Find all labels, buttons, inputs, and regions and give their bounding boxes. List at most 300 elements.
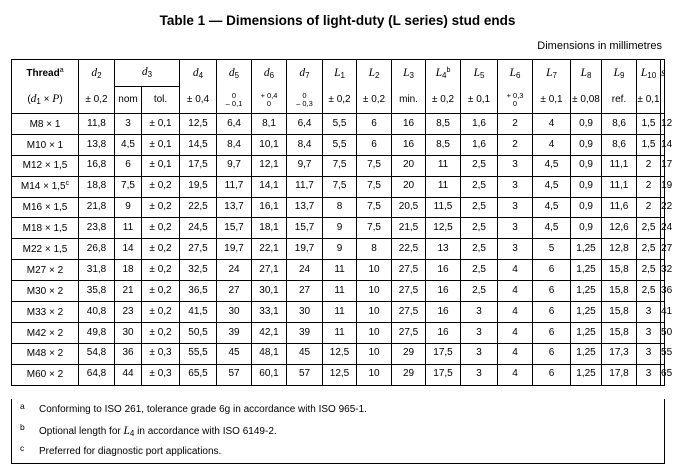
header-L3: $L_3$ [392, 60, 426, 87]
table-row [12, 218, 665, 239]
footnote-b-mark: b [20, 422, 25, 432]
cell-L6: 2 [498, 114, 533, 135]
cell-L10: 2,5 [637, 281, 661, 302]
header-L6: $L_6$ [498, 60, 533, 87]
thread-value: M48 × 2 [26, 348, 64, 360]
cell-d5: 6,4 [217, 114, 252, 135]
cell-tol: ± 0,2 [142, 302, 180, 323]
cell-L1: 11 [323, 281, 357, 302]
cell-tol: ± 0,1 [142, 114, 180, 135]
cell-L4: 16 [426, 302, 461, 323]
cell-d5: 8,4 [217, 134, 252, 155]
cell-d2: 64,8 [79, 364, 115, 385]
cell-L10: 3 [637, 322, 661, 343]
cell-L2: 10 [357, 302, 392, 323]
cell-L8: 0,9 [571, 155, 602, 176]
cell-L9: 15,8 [602, 302, 637, 323]
cell-L10: 3 [637, 343, 661, 364]
cell-d4: 55,5 [180, 343, 217, 364]
footnote-b [12, 420, 664, 442]
cell-L6: 3 [498, 197, 533, 218]
cell-d3: 21 [115, 281, 142, 302]
cell-d2: 11,8 [79, 114, 115, 135]
cell-d6: 22,1 [252, 239, 287, 260]
cell-d3: 7,5 [115, 176, 142, 197]
table-row [12, 260, 665, 281]
header-d6: $d_6$ [252, 60, 287, 87]
thread-value: M10 × 1 [26, 139, 64, 151]
cell-tol: ± 0,2 [142, 322, 180, 343]
cell-L5: 2,5 [461, 281, 498, 302]
thread-footnote-mark: a [59, 67, 64, 74]
cell-L4: 16 [426, 281, 461, 302]
cell-L10: 2,5 [637, 260, 661, 281]
cell-L3: 22,5 [392, 239, 426, 260]
footnotes-box [11, 399, 665, 464]
header-L4: $L_4^b$ [426, 60, 461, 87]
cell-d6: 12,1 [252, 155, 287, 176]
cell-L8: 1,25 [571, 302, 602, 323]
tol-d3-tol: tol. [142, 87, 180, 114]
cell-L3: 20 [392, 155, 426, 176]
cell-thread [12, 114, 79, 135]
cell-L10: 3 [637, 302, 661, 323]
tol-d5 [217, 87, 252, 114]
cell-d6: 14,1 [252, 176, 287, 197]
tol-L6-lower: 0 [512, 98, 518, 108]
cell-L2: 7,5 [357, 218, 392, 239]
cell-d3: 14 [115, 239, 142, 260]
cell-d4: 12,5 [180, 114, 217, 135]
cell-s: 27 [661, 239, 665, 260]
footnote-b-var: L [123, 425, 130, 437]
cell-L3: 27,5 [392, 260, 426, 281]
cell-L9: 15,8 [602, 281, 637, 302]
cell-L4: 8,5 [426, 114, 461, 135]
cell-L8: 0,9 [571, 197, 602, 218]
cell-L6: 3 [498, 176, 533, 197]
cell-L7: 4 [533, 134, 571, 155]
cell-L6: 2 [498, 134, 533, 155]
cell-L2: 10 [357, 260, 392, 281]
cell-tol: ± 0,2 [142, 218, 180, 239]
cell-L1: 11 [323, 322, 357, 343]
cell-L7: 6 [533, 322, 571, 343]
cell-d2: 13,8 [79, 134, 115, 155]
header-s: s [661, 60, 665, 87]
dimensions-table [11, 59, 673, 386]
tol-d5-lower: – 0,1 [225, 98, 243, 108]
thread-footnote-mark: c [65, 180, 70, 188]
cell-d5: 13,7 [217, 197, 252, 218]
header-thread-sub: $(d_1 \times P)$ [12, 87, 79, 114]
cell-L3: 20 [392, 176, 426, 197]
cell-L7: 4,5 [533, 197, 571, 218]
cell-L10: 3 [637, 364, 661, 385]
cell-L8: 0,9 [571, 114, 602, 135]
cell-d5: 11,7 [217, 176, 252, 197]
cell-thread [12, 134, 79, 155]
thread-value: M27 × 2 [26, 264, 64, 276]
cell-L9: 8,6 [602, 134, 637, 155]
cell-d3: 23 [115, 302, 142, 323]
cell-d3: 44 [115, 364, 142, 385]
cell-d7: 9,7 [287, 155, 323, 176]
cell-L2: 6 [357, 114, 392, 135]
tol-d7-lower: – 0,3 [296, 98, 313, 108]
cell-L9: 17,3 [602, 343, 637, 364]
header-L7: $L_7$ [533, 60, 571, 87]
footnote-a [12, 399, 664, 421]
cell-d3: 18 [115, 260, 142, 281]
cell-d7: 15,7 [287, 218, 323, 239]
footnote-b-var-sub: 4 [129, 429, 135, 438]
cell-tol: ± 0,1 [142, 134, 180, 155]
cell-tol: ± 0,1 [142, 155, 180, 176]
thread-value: M14 × 1,5 [20, 181, 66, 193]
cell-L5: 3 [461, 322, 498, 343]
header-L8: $L_8$ [571, 60, 602, 87]
cell-tol: ± 0,2 [142, 260, 180, 281]
cell-L4: 17,5 [426, 364, 461, 385]
cell-L8: 1,25 [571, 260, 602, 281]
cell-L3: 16 [392, 134, 426, 155]
cell-thread [12, 239, 79, 260]
cell-d7: 24 [287, 260, 323, 281]
cell-L3: 27,5 [392, 302, 426, 323]
cell-L2: 10 [357, 343, 392, 364]
cell-L3: 27,5 [392, 281, 426, 302]
cell-L1: 11 [323, 260, 357, 281]
cell-L7: 4,5 [533, 218, 571, 239]
table-row [12, 176, 665, 197]
thread-value: M60 × 2 [26, 369, 64, 381]
cell-L8: 1,25 [571, 343, 602, 364]
cell-L1: 12,5 [323, 364, 357, 385]
thread-value: M8 × 1 [29, 118, 61, 130]
cell-s: 55 [661, 343, 665, 364]
cell-L4: 16 [426, 260, 461, 281]
cell-d6: 8,1 [252, 114, 287, 135]
table-row [12, 134, 665, 155]
cell-tol: ± 0,3 [142, 364, 180, 385]
cell-L10: 1,5 [637, 114, 661, 135]
cell-L5: 2,5 [461, 218, 498, 239]
cell-d4: 32,5 [180, 260, 217, 281]
cell-L5: 3 [461, 364, 498, 385]
cell-L9: 11,1 [602, 176, 637, 197]
footnote-b-text-after: in accordance with ISO 6149-2. [134, 426, 277, 437]
cell-L10: 2,5 [637, 218, 661, 239]
cell-L1: 11 [323, 302, 357, 323]
cell-d5: 19,7 [217, 239, 252, 260]
cell-L9: 11,6 [602, 197, 637, 218]
cell-L10: 1,5 [637, 134, 661, 155]
cell-L4: 11,5 [426, 197, 461, 218]
tol-d5-upper: 0 [231, 90, 237, 100]
cell-L4: 8,5 [426, 134, 461, 155]
cell-L2: 8 [357, 239, 392, 260]
cell-tol: ± 0,3 [142, 343, 180, 364]
header-L2: $L_2$ [357, 60, 392, 87]
table-row [12, 239, 665, 260]
cell-d5: 30 [217, 302, 252, 323]
cell-s: 12 [661, 114, 665, 135]
cell-d6: 30,1 [252, 281, 287, 302]
cell-L6: 4 [498, 302, 533, 323]
cell-d5: 27 [217, 281, 252, 302]
cell-d3: 9 [115, 197, 142, 218]
cell-L6: 4 [498, 343, 533, 364]
cell-L8: 1,25 [571, 281, 602, 302]
tol-L10: ± 0,1 [637, 87, 661, 114]
cell-s: 19 [661, 176, 665, 197]
cell-d7: 11,7 [287, 176, 323, 197]
cell-d4: 36,5 [180, 281, 217, 302]
cell-d4: 24,5 [180, 218, 217, 239]
cell-L9: 17,8 [602, 364, 637, 385]
tol-L9: ref. [602, 87, 637, 114]
footnote-b-text [39, 425, 277, 438]
footnote-a-mark: a [20, 401, 25, 411]
tol-d6-lower: 0 [266, 98, 272, 108]
cell-s: 41 [661, 302, 665, 323]
cell-s: 65 [661, 364, 665, 385]
cell-d4: 17,5 [180, 155, 217, 176]
header-thread [12, 60, 79, 87]
tol-d7 [287, 87, 323, 114]
cell-tol: ± 0,2 [142, 239, 180, 260]
cell-d4: 19,5 [180, 176, 217, 197]
cell-d7: 57 [287, 364, 323, 385]
cell-thread [12, 343, 79, 364]
cell-L7: 6 [533, 364, 571, 385]
cell-L8: 0,9 [571, 176, 602, 197]
cell-L7: 6 [533, 281, 571, 302]
table-row [12, 343, 665, 364]
cell-L7: 6 [533, 302, 571, 323]
table-row [12, 197, 665, 218]
cell-d6: 60,1 [252, 364, 287, 385]
tol-L4: ± 0,2 [426, 87, 461, 114]
cell-d5: 24 [217, 260, 252, 281]
cell-d5: 45 [217, 343, 252, 364]
cell-d2: 23,8 [79, 218, 115, 239]
thread-value: M16 × 1,5 [22, 202, 68, 214]
cell-d6: 16,1 [252, 197, 287, 218]
cell-d4: 50,5 [180, 322, 217, 343]
cell-d7: 30 [287, 302, 323, 323]
cell-L6: 3 [498, 155, 533, 176]
cell-L9: 12,8 [602, 239, 637, 260]
header-L5: $L_5$ [461, 60, 498, 87]
cell-L5: 1,6 [461, 134, 498, 155]
thread-value: M12 × 1,5 [22, 160, 68, 172]
header-L10: $L_{10}$ [637, 60, 661, 87]
tol-L6-upper: + 0,3 [506, 90, 524, 100]
header-L1: $L_1$ [323, 60, 357, 87]
cell-d7: 39 [287, 322, 323, 343]
cell-thread [12, 176, 79, 197]
cell-d4: 14,5 [180, 134, 217, 155]
cell-L10: 2 [637, 155, 661, 176]
tol-L3: min. [392, 87, 426, 114]
cell-tol: ± 0,2 [142, 176, 180, 197]
cell-L1: 7,5 [323, 155, 357, 176]
table-row [12, 364, 665, 385]
cell-d2: 35,8 [79, 281, 115, 302]
header-d2: $d_2$ [79, 60, 115, 87]
cell-d3: 11 [115, 218, 142, 239]
cell-d7: 13,7 [287, 197, 323, 218]
cell-thread [12, 322, 79, 343]
cell-thread [12, 281, 79, 302]
cell-d3: 4,5 [115, 134, 142, 155]
cell-d2: 21,8 [79, 197, 115, 218]
cell-L7: 4,5 [533, 155, 571, 176]
table-row [12, 302, 665, 323]
cell-d7: 19,7 [287, 239, 323, 260]
footnote-c-text: Preferred for diagnostic port applications. [39, 446, 222, 457]
tol-d6-upper: + 0,4 [260, 90, 278, 100]
table-row [12, 322, 665, 343]
thread-label: Thread [26, 68, 60, 79]
footnote-c [12, 441, 664, 463]
cell-d2: 26,8 [79, 239, 115, 260]
cell-L6: 4 [498, 281, 533, 302]
cell-d6: 48,1 [252, 343, 287, 364]
table-row [12, 155, 665, 176]
cell-L5: 2,5 [461, 197, 498, 218]
header-d4: $d_4$ [180, 60, 217, 87]
cell-L4: 13 [426, 239, 461, 260]
header-d5: $d_5$ [217, 60, 252, 87]
cell-d5: 57 [217, 364, 252, 385]
cell-d6: 33,1 [252, 302, 287, 323]
cell-thread [12, 260, 79, 281]
cell-d4: 27,5 [180, 239, 217, 260]
header-L9: $L_9$ [602, 60, 637, 87]
cell-d2: 16,8 [79, 155, 115, 176]
cell-L4: 11 [426, 155, 461, 176]
cell-tol: ± 0,2 [142, 281, 180, 302]
cell-L9: 8,6 [602, 114, 637, 135]
tol-L1: ± 0,2 [323, 87, 357, 114]
cell-L5: 3 [461, 343, 498, 364]
cell-s: 22 [661, 197, 665, 218]
cell-L1: 9 [323, 239, 357, 260]
cell-L10: 2 [637, 176, 661, 197]
cell-s: 24 [661, 218, 665, 239]
cell-L2: 10 [357, 322, 392, 343]
cell-L8: 0,9 [571, 218, 602, 239]
cell-L1: 7,5 [323, 176, 357, 197]
cell-L1: 5,5 [323, 134, 357, 155]
cell-L7: 4 [533, 114, 571, 135]
cell-L5: 2,5 [461, 155, 498, 176]
cell-s: 17 [661, 155, 665, 176]
cell-d3: 30 [115, 322, 142, 343]
cell-L2: 10 [357, 364, 392, 385]
cell-d7: 6,4 [287, 114, 323, 135]
cell-d2: 49,8 [79, 322, 115, 343]
cell-L3: 27,5 [392, 322, 426, 343]
cell-L3: 29 [392, 364, 426, 385]
cell-s: 36 [661, 281, 665, 302]
tol-d2: ± 0,2 [79, 87, 115, 114]
header-row-symbols [12, 60, 665, 87]
cell-L10: 2 [637, 197, 661, 218]
cell-d2: 40,8 [79, 302, 115, 323]
cell-L6: 4 [498, 260, 533, 281]
cell-L6: 4 [498, 364, 533, 385]
cell-d2: 18,8 [79, 176, 115, 197]
cell-d3: 3 [115, 114, 142, 135]
thread-value: M30 × 2 [26, 285, 64, 297]
cell-L2: 7,5 [357, 197, 392, 218]
cell-d2: 54,8 [79, 343, 115, 364]
cell-L5: 2,5 [461, 260, 498, 281]
cell-thread [12, 155, 79, 176]
cell-L1: 8 [323, 197, 357, 218]
cell-tol: ± 0,2 [142, 197, 180, 218]
cell-d6: 27,1 [252, 260, 287, 281]
footnote-a-text: Conforming to ISO 261, tolerance grade 6g in accordance with ISO 965-1. [39, 404, 367, 415]
cell-L5: 2,5 [461, 176, 498, 197]
cell-d6: 10,1 [252, 134, 287, 155]
cell-L9: 15,8 [602, 322, 637, 343]
cell-L7: 4,5 [533, 176, 571, 197]
cell-L8: 1,25 [571, 364, 602, 385]
cell-L3: 16 [392, 114, 426, 135]
header-d7: $d_7$ [287, 60, 323, 87]
cell-thread [12, 197, 79, 218]
cell-L6: 4 [498, 322, 533, 343]
cell-L2: 10 [357, 281, 392, 302]
cell-d4: 41,5 [180, 302, 217, 323]
cell-L1: 5,5 [323, 114, 357, 135]
cell-L3: 21,5 [392, 218, 426, 239]
cell-L2: 6 [357, 134, 392, 155]
cell-d6: 42,1 [252, 322, 287, 343]
tol-s [661, 87, 665, 114]
thread-value: M33 × 2 [26, 306, 64, 318]
cell-d5: 39 [217, 322, 252, 343]
cell-s: 14 [661, 134, 665, 155]
cell-L4: 11 [426, 176, 461, 197]
cell-d7: 27 [287, 281, 323, 302]
tol-L8: ± 0,08 [571, 87, 602, 114]
thread-value: M42 × 2 [26, 327, 64, 339]
cell-L4: 17,5 [426, 343, 461, 364]
cell-L7: 6 [533, 343, 571, 364]
cell-L7: 5 [533, 239, 571, 260]
cell-L4: 16 [426, 322, 461, 343]
cell-L8: 0,9 [571, 134, 602, 155]
table-row [12, 114, 665, 135]
tol-d7-upper: 0 [302, 90, 307, 100]
footnote-c-mark: c [20, 443, 25, 453]
cell-L9: 11,1 [602, 155, 637, 176]
table-row [12, 281, 665, 302]
cell-d5: 9,7 [217, 155, 252, 176]
header-d3: $d_3$ [115, 60, 180, 87]
units-note: Dimensions in millimetres [537, 40, 662, 52]
cell-L3: 29 [392, 343, 426, 364]
cell-s: 50 [661, 322, 665, 343]
tol-d3-nom: nom [115, 87, 142, 114]
cell-L10: 2,5 [637, 239, 661, 260]
